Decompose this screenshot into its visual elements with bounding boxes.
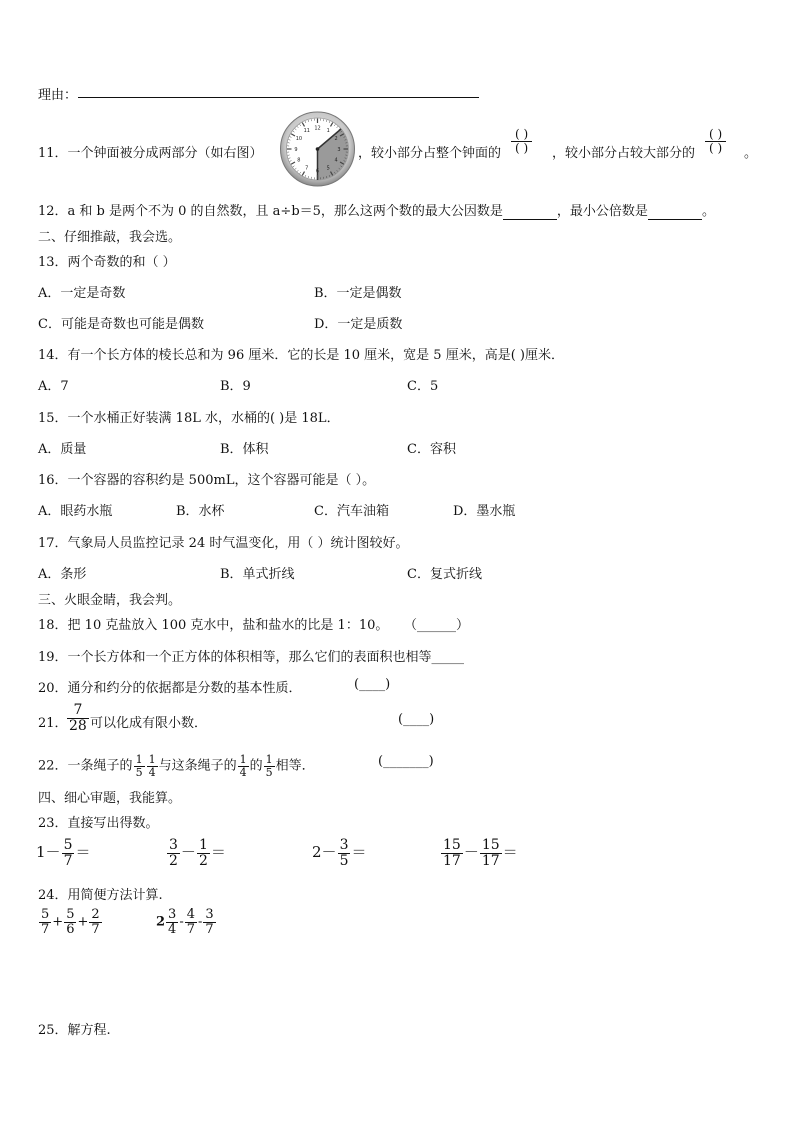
section-3-heading: 三、火眼金睛，我会判。 (38, 593, 182, 608)
clock-number: 3 (337, 146, 341, 153)
q14-question: 14．有一个长方体的棱长总和为 96 厘米．它的长是 10 厘米，宽是 5 厘米，高是( )厘米． (38, 348, 564, 363)
q23-question: 23．直接写出得数。 (38, 816, 159, 831)
q16-option-a[interactable]: A．眼药水瓶 (38, 504, 113, 519)
clock-face-icon (279, 111, 356, 187)
section-4-heading: 四、细心审题，我能算。 (38, 791, 182, 806)
q21-fraction: $\frac{7}{28}$ (69, 702, 87, 734)
clock-number: 12 (314, 125, 321, 132)
q11-answer-fraction-1[interactable]: ( ) ( ) (511, 128, 532, 155)
q21-text: 可以化成有限小数． (90, 716, 208, 731)
clock-number: 10 (295, 136, 303, 143)
clock-number: 7 (305, 165, 309, 172)
q22-text: 22．一条绳子的 $\frac{1}{5}$ $\frac{1}{4}$ 与这条绳子的 $\frac{1}{4}$ 的 $\frac{1}{5}$ 相等． (38, 753, 315, 779)
q13-option-b[interactable]: B．一定是偶数 (314, 286, 402, 301)
q14-option-c[interactable]: C．5 (407, 379, 439, 394)
q22-fraction-3: $\frac{1}{4}$ (239, 753, 247, 779)
q16-option-d[interactable]: D．墨水瓶 (453, 504, 516, 519)
q15-option-a[interactable]: A．质量 (38, 442, 87, 457)
q15-question: 15．一个水桶正好装满 18L 水，水桶的( )是 18L． (38, 411, 340, 426)
q22-fraction-2: $\frac{1}{4}$ (148, 753, 156, 779)
q16-option-b[interactable]: B．水杯 (176, 504, 225, 519)
q25-question: 25．解方程. (38, 1023, 111, 1038)
clock-number: 11 (303, 128, 310, 135)
clock-number: 2 (334, 136, 338, 143)
q13-question: 13．两个奇数的和（ ） (38, 255, 176, 270)
q18-answer[interactable]: （______） (404, 618, 470, 633)
q24-question: 24．用简便方法计算. (38, 888, 163, 903)
q20-question: 20．通分和约分的依据都是分数的基本性质． (38, 681, 302, 696)
q24-expression-1: $\frac{5}{7}$ + $\frac{5}{6}$ + $\frac{2}{7}$ (41, 907, 100, 937)
q14-option-b[interactable]: B．9 (220, 379, 251, 394)
q11-end: 。 (744, 146, 758, 161)
clock-number: 4 (334, 157, 338, 164)
q12-blank-gcd[interactable] (503, 204, 557, 220)
q11-answer-fraction-2[interactable]: ( ) ( ) (705, 128, 726, 155)
q21-answer[interactable]: (____) (398, 712, 435, 727)
q11-text-3: ，较小部分占较大部分的 (552, 146, 696, 161)
q13-option-a[interactable]: A．一定是奇数 (38, 286, 126, 301)
q23-expression-3: 2－ $\frac{3}{5}$ ＝ (312, 837, 367, 869)
q15-option-c[interactable]: C．容积 (407, 442, 456, 457)
q13-option-d[interactable]: D．一定是质数 (314, 317, 403, 332)
q17-option-a[interactable]: A．条形 (38, 567, 87, 582)
q15-option-b[interactable]: B．体积 (220, 442, 269, 457)
q22-fraction-1: $\frac{1}{5}$ (135, 753, 143, 779)
clock-number: 5 (326, 165, 330, 172)
q11-text-2: ，较小部分占整个钟面的 (358, 146, 502, 161)
q18-question: 18．把 10 克盐放入 100 克水中，盐和盐水的比是 1：10。 (38, 618, 389, 633)
q14-option-a[interactable]: A．7 (38, 379, 69, 394)
q22-answer[interactable]: (_______) (378, 754, 434, 769)
q12-text: 12．a 和 b 是两个不为 0 的自然数，且 a÷b＝5，那么这两个数的最大公因数是 ，最小公倍数是 。 (38, 204, 715, 219)
q22-fraction-4: $\frac{1}{5}$ (265, 753, 273, 779)
q12-blank-lcm[interactable] (648, 204, 702, 220)
q17-option-b[interactable]: B．单式折线 (220, 567, 295, 582)
clock-number: 1 (326, 128, 330, 135)
reason-answer-line[interactable] (78, 97, 479, 98)
clock-number: 8 (297, 157, 301, 164)
q20-answer[interactable]: (____) (354, 677, 391, 692)
q13-option-c[interactable]: C．可能是奇数也可能是偶数 (38, 317, 204, 332)
q23-expression-1: 1－ $\frac{5}{7}$ ＝ (36, 837, 91, 869)
q16-question: 16．一个容器的容积约是 500mL，这个容器可能是（ ）。 (38, 473, 376, 488)
clock-number: 6 (315, 168, 320, 175)
q23-expression-4: $\frac{15}{17}$ － $\frac{15}{17}$ ＝ (443, 837, 518, 869)
clock-number: 9 (294, 146, 298, 153)
q17-option-c[interactable]: C．复式折线 (407, 567, 482, 582)
q11-text: 11．一个钟面被分成两部分（如右图） (38, 146, 263, 161)
q17-question: 17．气象局人员监控记录 24 时气温变化，用（ ）统计图较好。 (38, 536, 409, 551)
reason-label: 理由： (38, 88, 78, 103)
q19-question: 19．一个长方体和一个正方体的体积相等，那么它们的表面积也相等_____ (38, 650, 465, 665)
q24-expression-2: 2 $\frac{3}{4}$ - $\frac{4}{7}$ - $\frac{3}{7}$ (156, 907, 214, 937)
q21-number: 21． (38, 716, 68, 731)
q16-option-c[interactable]: C．汽车油箱 (314, 504, 389, 519)
q23-expression-2: $\frac{3}{2}$ － $\frac{1}{2}$ ＝ (169, 837, 226, 869)
section-2-heading: 二、仔细推敲，我会选。 (38, 230, 182, 245)
